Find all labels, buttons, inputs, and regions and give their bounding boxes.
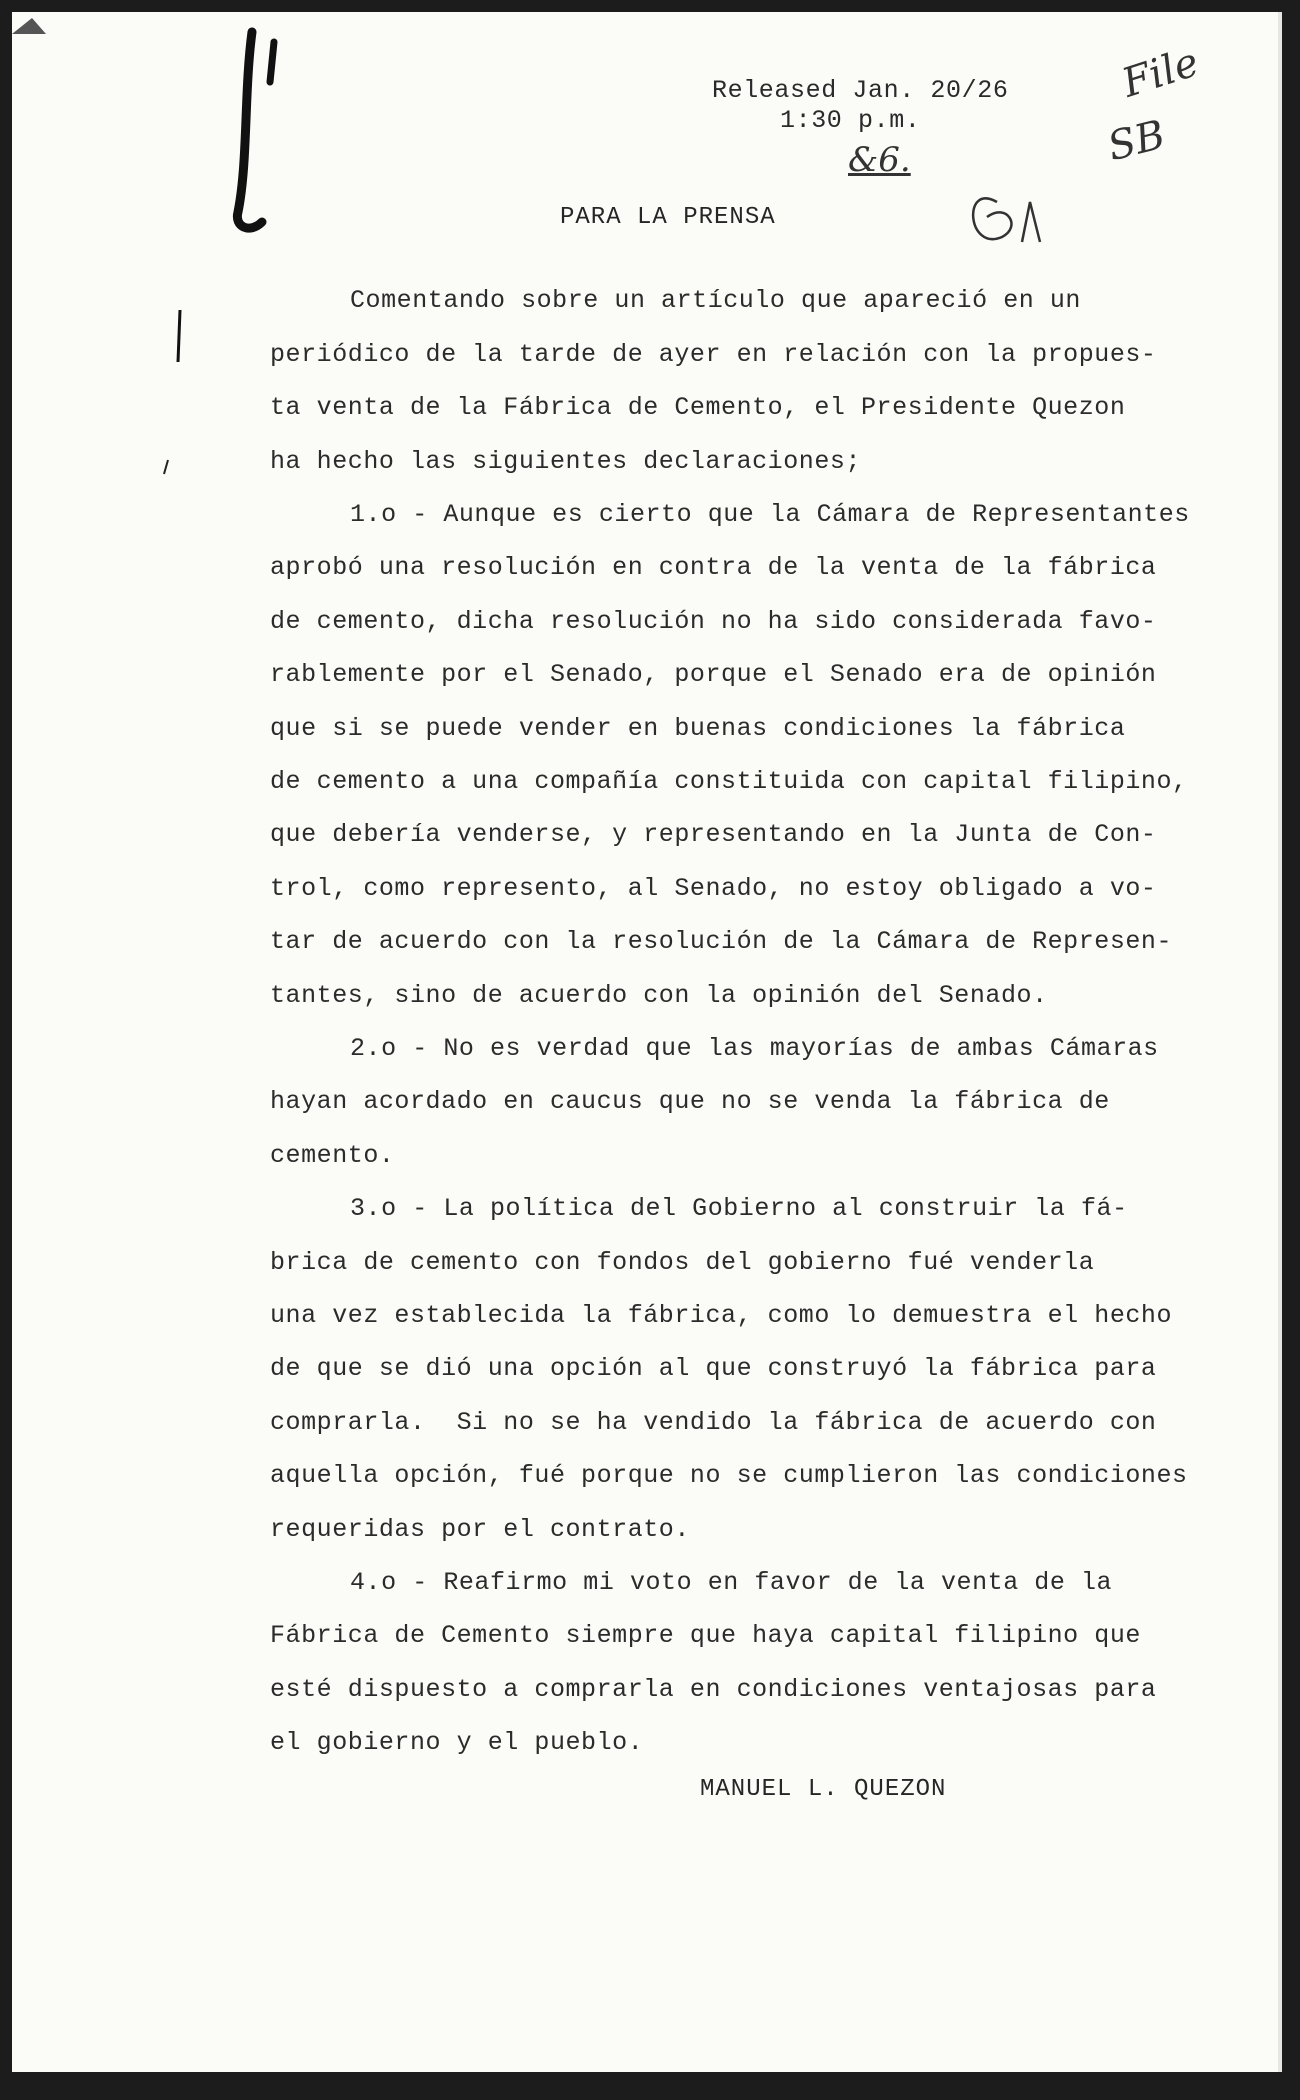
body-line: periódico de la tarde de ayer en relación con la propues-: [270, 340, 1157, 369]
body-line: 1.o - Aunque es cierto que la Cámara de Representantes: [350, 500, 1190, 529]
release-time: 1:30 p.m.: [780, 106, 921, 135]
body-line: aprobó una resolución en contra de la venta de la fábrica: [270, 553, 1157, 582]
body-line: Comentando sobre un artículo que apareció en un: [350, 286, 1081, 315]
handwritten-initials: &6.: [848, 140, 911, 180]
handwritten-scribble: [973, 198, 1040, 242]
body-line: tar de acuerdo con la resolución de la Cámara de Represen-: [270, 927, 1173, 956]
body-line: que si se puede vender en buenas condiciones la fábrica: [270, 714, 1126, 743]
body-line: de cemento, dicha resolución no ha sido considerada favo-: [270, 607, 1157, 636]
body-line: tantes, sino de acuerdo con la opinión del Senado.: [270, 981, 1048, 1010]
margin-line: [178, 310, 180, 362]
body-line: ha hecho las siguientes declaraciones;: [270, 447, 861, 476]
release-date: Released Jan. 20/26: [712, 76, 1009, 105]
body-line: comprarla. Si no se ha vendido la fábrica de acuerdo con: [270, 1408, 1157, 1437]
body-line: esté dispuesto a comprarla en condiciones ventajosas para: [270, 1675, 1157, 1704]
body-line: de cemento a una compañía constituida con capital filipino,: [270, 767, 1188, 796]
page-title: PARA LA PRENSA: [560, 204, 776, 231]
handwritten-note-initials: SB: [1103, 111, 1170, 171]
body-line: de que se dió una opción al que construyó la fábrica para: [270, 1354, 1157, 1383]
clip-mark: [237, 32, 262, 228]
clip-mark-top: [270, 42, 274, 82]
body-line: el gobierno y el pueblo.: [270, 1728, 644, 1757]
body-line: requeridas por el contrato.: [270, 1515, 690, 1544]
body-line: una vez establecida la fábrica, como lo demuestra el hecho: [270, 1301, 1173, 1330]
signature: MANUEL L. QUEZON: [700, 1776, 947, 1803]
document-page: [12, 12, 1282, 2072]
body-line: ta venta de la Fábrica de Cemento, el Presidente Quezon: [270, 393, 1126, 422]
body-line: cemento.: [270, 1141, 395, 1170]
body-line: trol, como represento, al Senado, no estoy obligado a vo-: [270, 874, 1157, 903]
body-line: Fábrica de Cemento siempre que haya capital filipino que: [270, 1621, 1141, 1650]
handwritten-note-file: File: [1116, 39, 1205, 107]
body-line: 3.o - La política del Gobierno al construir la fá-: [350, 1194, 1128, 1223]
body-line: rablemente por el Senado, porque el Senado era de opinión: [270, 660, 1157, 689]
body-line: aquella opción, fué porque no se cumplieron las condiciones: [270, 1461, 1188, 1490]
body-line: brica de cemento con fondos del gobierno fué venderla: [270, 1248, 1095, 1277]
body-line: hayan acordado en caucus que no se venda la fábrica de: [270, 1087, 1110, 1116]
body-line: 2.o - No es verdad que las mayorías de ambas Cámaras: [350, 1034, 1159, 1063]
body-line: 4.o - Reafirmo mi voto en favor de la venta de la: [350, 1568, 1113, 1597]
body-line: que debería venderse, y representando en la Junta de Con-: [270, 820, 1157, 849]
margin-tick: [164, 460, 168, 474]
corner-mark: [12, 18, 46, 34]
